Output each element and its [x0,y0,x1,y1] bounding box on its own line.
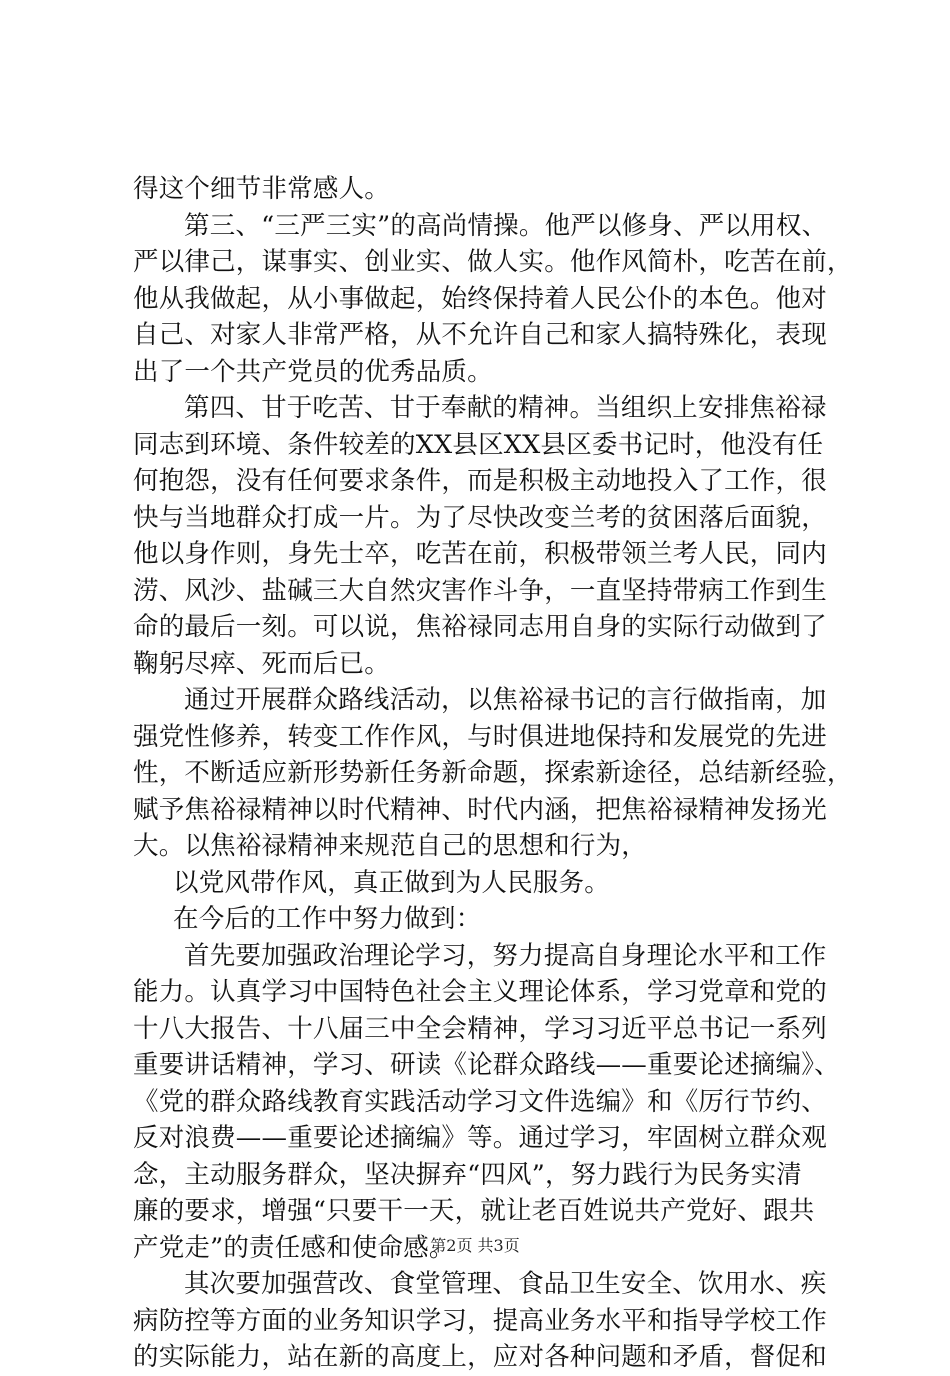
text-line: 何抱怨，没有任何要求条件，而是积极主动地投入了工作，很 [133,466,827,496]
text-line: 严以律己，谋事实、创业实、做人实。他作风简朴，吃苦在前， [133,247,853,277]
paragraph-start-line: 第四、甘于吃苦、甘于奉献的精神。当组织上安排焦裕禄 [184,393,827,423]
text-line: 鞠躬尽瘁、死而后已。 [133,648,391,679]
document-body [133,171,853,1376]
page-number-footer: 第2页 共3页 [430,1236,520,1255]
paragraph-start-line: 通过开展群众路线活动，以焦裕禄书记的言行做指南，加 [184,685,827,715]
text-line: 反对浪费——重要论述摘编》等。通过学习，牢固树立群众观 [133,1123,827,1153]
text-line: 的实际能力，站在新的高度上，应对各种问题和矛盾，督促和 [133,1342,827,1372]
text-line: 性，不断适应新形势新任务新命题，探索新途径，总结新经验， [133,758,853,788]
text-line: 能力。认真学习中国特色社会主义理论体系，学习党章和党的 [133,977,827,1007]
paragraph-start-line: 以党风带作风，真正做到为人民服务。 [173,867,610,898]
text-line: 他以身作则，身先士卒，吃苦在前，积极带领兰考人民，同内 [133,539,827,569]
text-line: 快与当地群众打成一片。为了尽快改变兰考的贫困落后面貌， [133,502,827,533]
text-line: 出了一个共产党员的优秀品质。 [133,356,493,387]
text-line: 得这个细节非常感人。 [133,174,391,204]
text-line: 大。以焦裕禄精神来规范自己的思想和行为， [133,831,648,861]
text-line: 同志到环境、条件较差的XX县区XX县区委书记时，他没有任 [133,429,824,460]
text-line: 十八大报告、十八届三中全会精神，学习习近平总书记一系列 [133,1013,827,1044]
paragraph-start-line: 在今后的工作中努力做到： [173,904,482,934]
text-line: 念，主动服务群众，坚决摒弃“四风”，努力践行为民务实清 [133,1159,802,1190]
text-line: 病防控等方面的业务知识学习，提高业务水平和指导学校工作 [133,1305,827,1336]
text-line: 涝、风沙、盐碱三大自然灾害作斗争，一直坚持带病工作到生 [133,575,827,606]
paragraph-start-line: 其次要加强营改、食堂管理、食品卫生安全、饮用水、疾 [184,1269,827,1299]
text-line: 廉的要求，增强“只要干一天，就让老百姓说共产党好、跟共 [133,1196,815,1226]
text-line: 他从我做起，从小事做起，始终保持着人民公仆的本色。他对 [133,283,827,314]
text-line: 产党走”的责任感和使命感。 [133,1232,455,1263]
text-line: 强党性修养，转变工作作风，与时俱进地保持和发展党的先进 [133,721,827,752]
text-line: 赋予焦裕禄精神以时代精神、时代内涵，把焦裕禄精神发扬光 [133,794,827,825]
text-line: 自己、对家人非常严格，从不允许自己和家人搞特殊化，表现 [133,320,827,350]
paragraph-start-line: 第三、“三严三实”的高尚情操。他严以修身、严以用权、 [184,210,828,241]
text-line: 《党的群众路线教育实践活动学习文件选编》和《厉行节约、 [133,1086,827,1117]
paragraph-start-line: 首先要加强政治理论学习，努力提高自身理论水平和工作 [184,940,827,971]
text-line: 重要讲话精神，学习、研读《论群众路线——重要论述摘编》、 [133,1050,840,1080]
text-line: 命的最后一刻。可以说，焦裕禄同志用自身的实际行动做到了 [133,612,827,642]
